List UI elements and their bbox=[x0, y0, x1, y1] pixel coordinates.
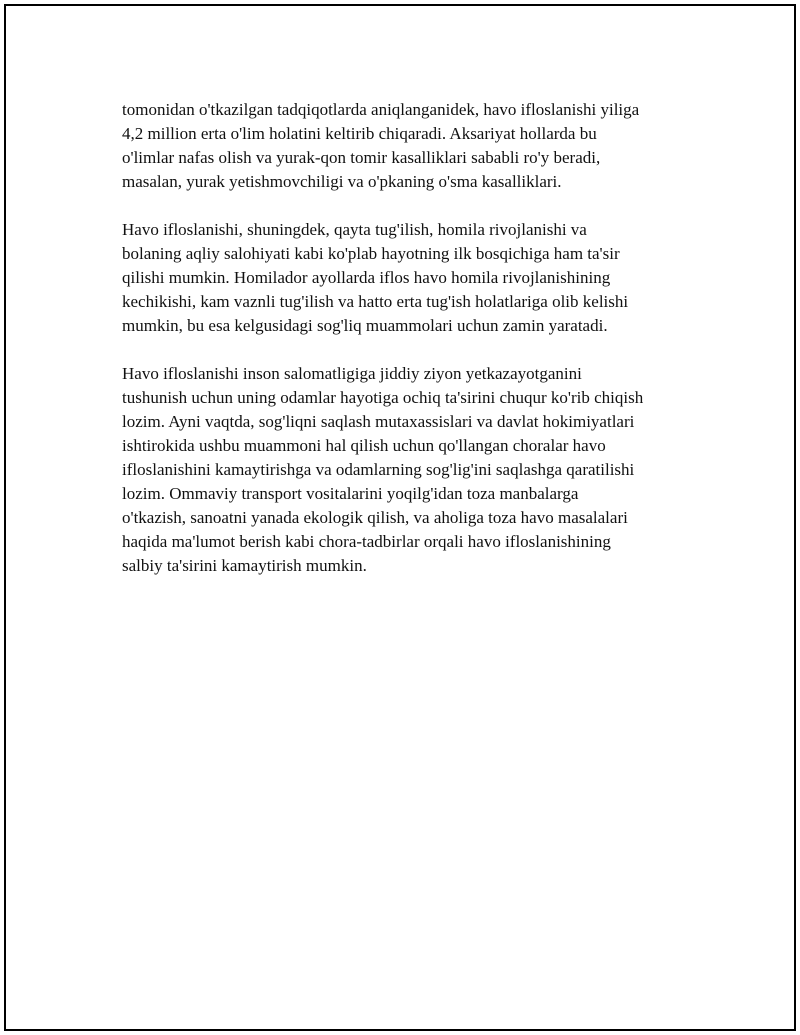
paragraph-line: bolaning aqliy salohiyati kabi ko'plab hayotning ilk bosqichiga ham ta'sir bbox=[122, 244, 620, 263]
paragraph-line: o'tkazish, sanoatni yanada ekologik qilish, va aholiga toza havo masalalari bbox=[122, 508, 628, 527]
paragraph-line: o'limlar nafas olish va yurak-qon tomir kasalliklari sababli ro'y beradi, bbox=[122, 148, 601, 167]
paragraph-line: qilishi mumkin. Homilador ayollarda iflos havo homila rivojlanishining bbox=[122, 268, 611, 287]
paragraph-line: 4,2 million erta o'lim holatini keltirib chiqaradi. Aksariyat hollarda bu bbox=[122, 124, 597, 143]
paragraph-2 bbox=[122, 218, 702, 338]
paragraph-line: tomonidan o'tkazilgan tadqiqotlarda aniqlanganidek, havo ifloslanishi yiliga bbox=[122, 100, 640, 119]
paragraph-line: Havo ifloslanishi, shuningdek, qayta tug'ilish, homila rivojlanishi va bbox=[122, 220, 587, 239]
paragraph-line: Havo ifloslanishi inson salomatligiga jiddiy ziyon yetkazayotganini bbox=[122, 364, 582, 383]
paragraph-line: haqida ma'lumot berish kabi chora-tadbirlar orqali havo ifloslanishining bbox=[122, 532, 611, 551]
paragraph-line: kechikishi, kam vaznli tug'ilish va hatto erta tug'ish holatlariga olib kelishi bbox=[122, 292, 629, 311]
paragraph-line: mumkin, bu esa kelgusidagi sog'liq muammolari uchun zamin yaratadi. bbox=[122, 316, 608, 335]
paragraph-line: masalan, yurak yetishmovchiligi va o'pkaning o'sma kasalliklari. bbox=[122, 172, 562, 191]
paragraph-line: lozim. Ayni vaqtda, sog'liqni saqlash mutaxassislari va davlat hokimiyatlari bbox=[122, 412, 635, 431]
paragraph-line: ishtirokida ushbu muammoni hal qilish uchun qo'llangan choralar havo bbox=[122, 436, 606, 455]
paragraph-1 bbox=[122, 98, 702, 194]
document-body bbox=[122, 98, 702, 602]
page-frame bbox=[4, 4, 796, 1031]
paragraph-line: tushunish uchun uning odamlar hayotiga ochiq ta'sirini chuqur ko'rib chiqish bbox=[122, 388, 644, 407]
paragraph-line: lozim. Ommaviy transport vositalarini yoqilg'idan toza manbalarga bbox=[122, 484, 579, 503]
paragraph-line: salbiy ta'sirini kamaytirish mumkin. bbox=[122, 556, 367, 575]
paragraph-3 bbox=[122, 362, 702, 578]
paragraph-line: ifloslanishini kamaytirishga va odamlarning sog'lig'ini saqlashga qaratilishi bbox=[122, 460, 635, 479]
